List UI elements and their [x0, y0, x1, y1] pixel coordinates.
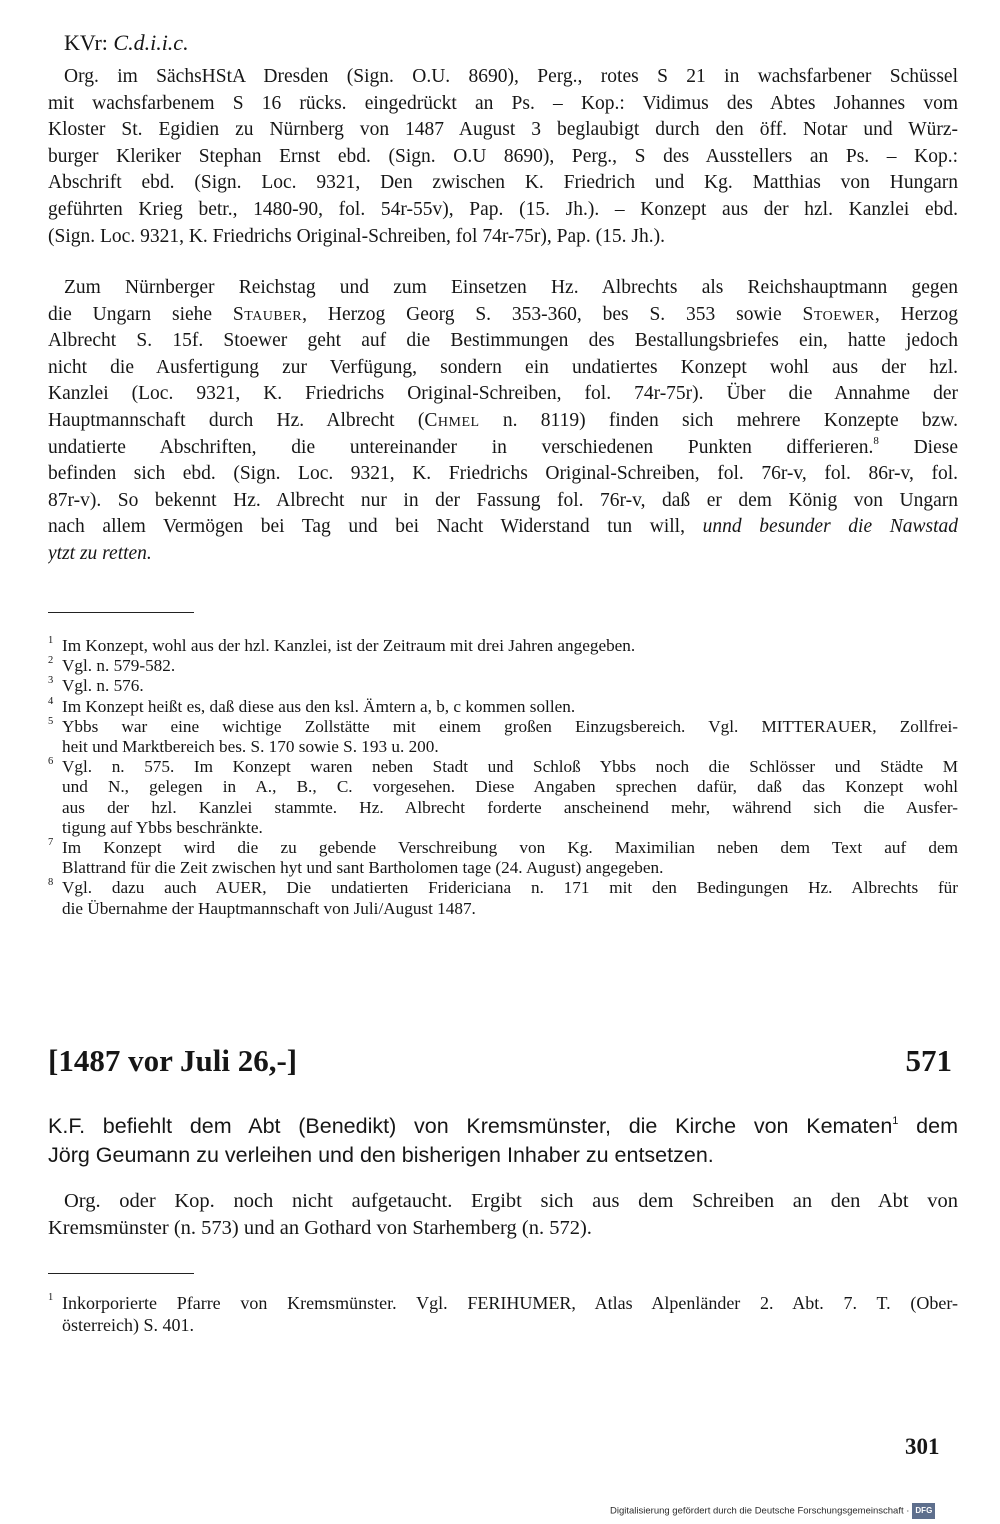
quote-italic: unnd besunder die Nawstad [702, 516, 958, 538]
footnote-mark: 8 [48, 877, 54, 889]
footnote-text-line: aus der hzl. Kanzlei stammte. Hz. Albrecht forderte anscheinend mehr, während sich die Ausfer- [62, 797, 958, 817]
footnote-ref: 8 [873, 434, 879, 447]
footnote-mark: 2 [48, 655, 54, 667]
footnote-text-line: Blattrand für die Zeit zwischen hyt und sant Bartholomen tage (24. August) angegeben. [62, 858, 664, 878]
footnote-item [48, 838, 958, 878]
text-line: Kloster St. Egidien zu Nürnberg von 1487 August 3 beglaubigt durch den öff. Notar und Würz- [48, 119, 958, 141]
text-line: geführten Krieg betr., 1480-90, fol. 54r-55v), Pap. (15. Jh.). – Konzept aus der hzl. Kanzlei ebd. [48, 198, 958, 220]
footnote-text-line: Vgl. dazu auch AUER, Die undatierten Fridericiana n. 171 mit den Bedingungen Hz. Albrechts für [62, 878, 958, 898]
footnote-mark: 5 [48, 715, 54, 727]
text-line: burger Kleriker Stephan Ernst ebd. (Sign. O.U 8690), Perg., S des Ausstellers an Ps. – Kop.: [48, 145, 958, 167]
footnote-item [48, 656, 958, 676]
author-smallcaps: Stoewer [802, 303, 875, 325]
text-line: nach allem Vermögen bei Tag und bei Nacht Widerstand tun will, unnd besunder die Nawstad [48, 516, 958, 538]
footnote-separator [48, 612, 194, 613]
footnote-mark: 1 [48, 635, 54, 646]
paragraph-commentary [48, 275, 958, 568]
footnote-text-line: Vgl. n. 579-582. [62, 656, 176, 676]
text-line: mit wachsfarbenem S 16 rücks. eingedrückt an Ps. – Kop.: Vidimus des Abtes Johannes vom [48, 92, 958, 114]
quote-italic: ytzt zu retten. [48, 542, 152, 564]
footnote-item [48, 1292, 958, 1336]
footnote-text-line: österreich) S. 401. [62, 1315, 194, 1335]
funding-credit: Digitalisierung gefördert durch die Deutsche Forschungsgemeinschaft · DFG [610, 1503, 935, 1519]
footnote-item [48, 717, 958, 757]
footnote-mark: 6 [48, 756, 54, 768]
text-line [48, 541, 958, 568]
footnote-mark: 4 [48, 695, 54, 707]
text-line: befinden sich ebd. (Sign. Loc. 9321, K. Friedrichs Original-Schreiben, fol. 76r-v, fol. 86r-v, fol. [48, 463, 958, 485]
text-line: K.F. befiehlt dem Abt (Benedikt) von Kremsmünster, die Kirche von Kematen$^1$ dem [48, 1114, 958, 1138]
paragraph-source [48, 1188, 958, 1242]
footnote-item [48, 878, 958, 918]
text-line: 87r-v). So bekennt Hz. Albrecht nur in der Fassung fol. 76r-v, daß er dem König von Ungarn [48, 489, 958, 511]
entry-number: 571 [905, 1043, 952, 1078]
entry-date: [1487 vor Juli 26,-] [48, 1043, 298, 1078]
author-smallcaps: Stauber [232, 303, 303, 325]
kv-abbrev: C.d.i.i.c. [113, 30, 189, 55]
text-line: Abschrift ebd. (Sign. Loc. 9321, Den zwischen K. Friedrich und Kg. Matthias von Hungarn [48, 172, 958, 194]
text-line: undatierte Abschriften, die untereinander in verschiedenen Punkten differieren.$^8$ Diese [48, 434, 958, 458]
text-line: die Ungarn siehe Stauber, Herzog Georg S. 353-360, bes S. 353 sowie Stoewer, Herzog [48, 303, 958, 325]
footnote-text-line: und N., gelegen in A., B., C. vorgesehen. Diese Angaben sprechen dafür, daß das Konzept wohl [62, 777, 958, 797]
footnote-text-line: Inkorporierte Pfarre von Kremsmünster. Vgl. FERIHUMER, Atlas Alpenländer 2. Abt. 7. T. (Ober- [62, 1293, 958, 1313]
text-line: Jörg Geumann zu verleihen und den bisherigen Inhaber zu entsetzen. [48, 1143, 714, 1167]
footnote-text-line: tigung auf Ybbs beschränkte. [62, 817, 263, 837]
footnote-text-line: Ybbs war eine wichtige Zollstätte mit einem großen Einzugsbereich. Vgl. MITTERAUER, Zollfrei- [62, 716, 958, 736]
regest [48, 1112, 958, 1170]
footnote-text-line: Vgl. n. 576. [62, 676, 144, 696]
dfg-logo: DFG [912, 1503, 935, 1519]
footnote-ref: 1 [892, 1115, 899, 1127]
footnote-item [48, 757, 958, 838]
footnote-separator [48, 1273, 194, 1274]
footnote-text-line: heit und Marktbereich bes. S. 170 sowie S. 193 u. 200. [62, 737, 439, 757]
text-line: nicht die Ausfertigung zur Verfügung, sondern ein undatiertes Konzept wohl aus der hzl. [48, 356, 958, 378]
text-line: Kanzlei (Loc. 9321, K. Friedrichs Original-Schreiben, fol. 74r-75r). Über die Annahme der [48, 383, 958, 405]
text-line: Albrecht S. 15f. Stoewer geht auf die Bestimmungen des Bestallungsbriefes ein, hatte jedoch [48, 330, 958, 352]
footnote-text-line: Vgl. n. 575. Im Konzept waren neben Stadt und Schloß Ybbs noch die Schlösser und Städte M [62, 757, 958, 777]
kv-prefix: KVr: [64, 30, 108, 55]
text-line: Hauptmannschaft durch Hz. Albrecht (Chmel n. 8119) finden sich mehrere Konzepte bzw. [48, 409, 958, 431]
footnote-mark: 1 [48, 1292, 54, 1303]
entry-heading [48, 1041, 952, 1081]
text-line: Org. oder Kop. noch nicht aufgetaucht. Ergibt sich aus dem Schreiben an den Abt von [64, 1190, 958, 1212]
text-line: Org. im SächsHStA Dresden (Sign. O.U. 8690), Perg., rotes S 21 in wachsfarbener Schüssel [64, 66, 958, 87]
footnote-text-line: die Übernahme der Hauptmannschaft von Juli/August 1487. [62, 898, 476, 918]
text-line: Kremsmünster (n. 573) und an Gothard von Starhemberg (n. 572). [48, 1217, 592, 1239]
footnote-item [48, 636, 958, 656]
footnotes-section [48, 636, 958, 919]
author-smallcaps: Chmel [424, 409, 480, 431]
footnote-text-line: Im Konzept heißt es, daß diese aus den ksl. Ämtern a, b, c kommen sollen. [62, 696, 576, 716]
footnote-item [48, 676, 958, 696]
paragraph-provenance [48, 64, 958, 250]
footnote-text-line: Im Konzept wird die zu gebende Verschreibung von Kg. Maximilian neben dem Text auf dem [62, 838, 958, 858]
text-line: (Sign. Loc. 9321, K. Friedrichs Original-Schreiben, fol 74r-75r), Pap. (15. Jh.). [48, 225, 665, 247]
footnote-mark: 7 [48, 837, 54, 849]
footnote-text-line: Im Konzept, wohl aus der hzl. Kanzlei, ist der Zeitraum mit drei Jahren angegeben. [62, 636, 636, 655]
page-number: 301 [905, 1434, 940, 1459]
text-line: Zum Nürnberger Reichstag und zum Einsetzen Hz. Albrechts als Reichshauptmann gegen [64, 277, 958, 298]
footnote-mark: 3 [48, 675, 54, 687]
footnote-item [48, 697, 958, 717]
kv-line [64, 28, 189, 58]
footnotes-section-2 [48, 1292, 958, 1336]
